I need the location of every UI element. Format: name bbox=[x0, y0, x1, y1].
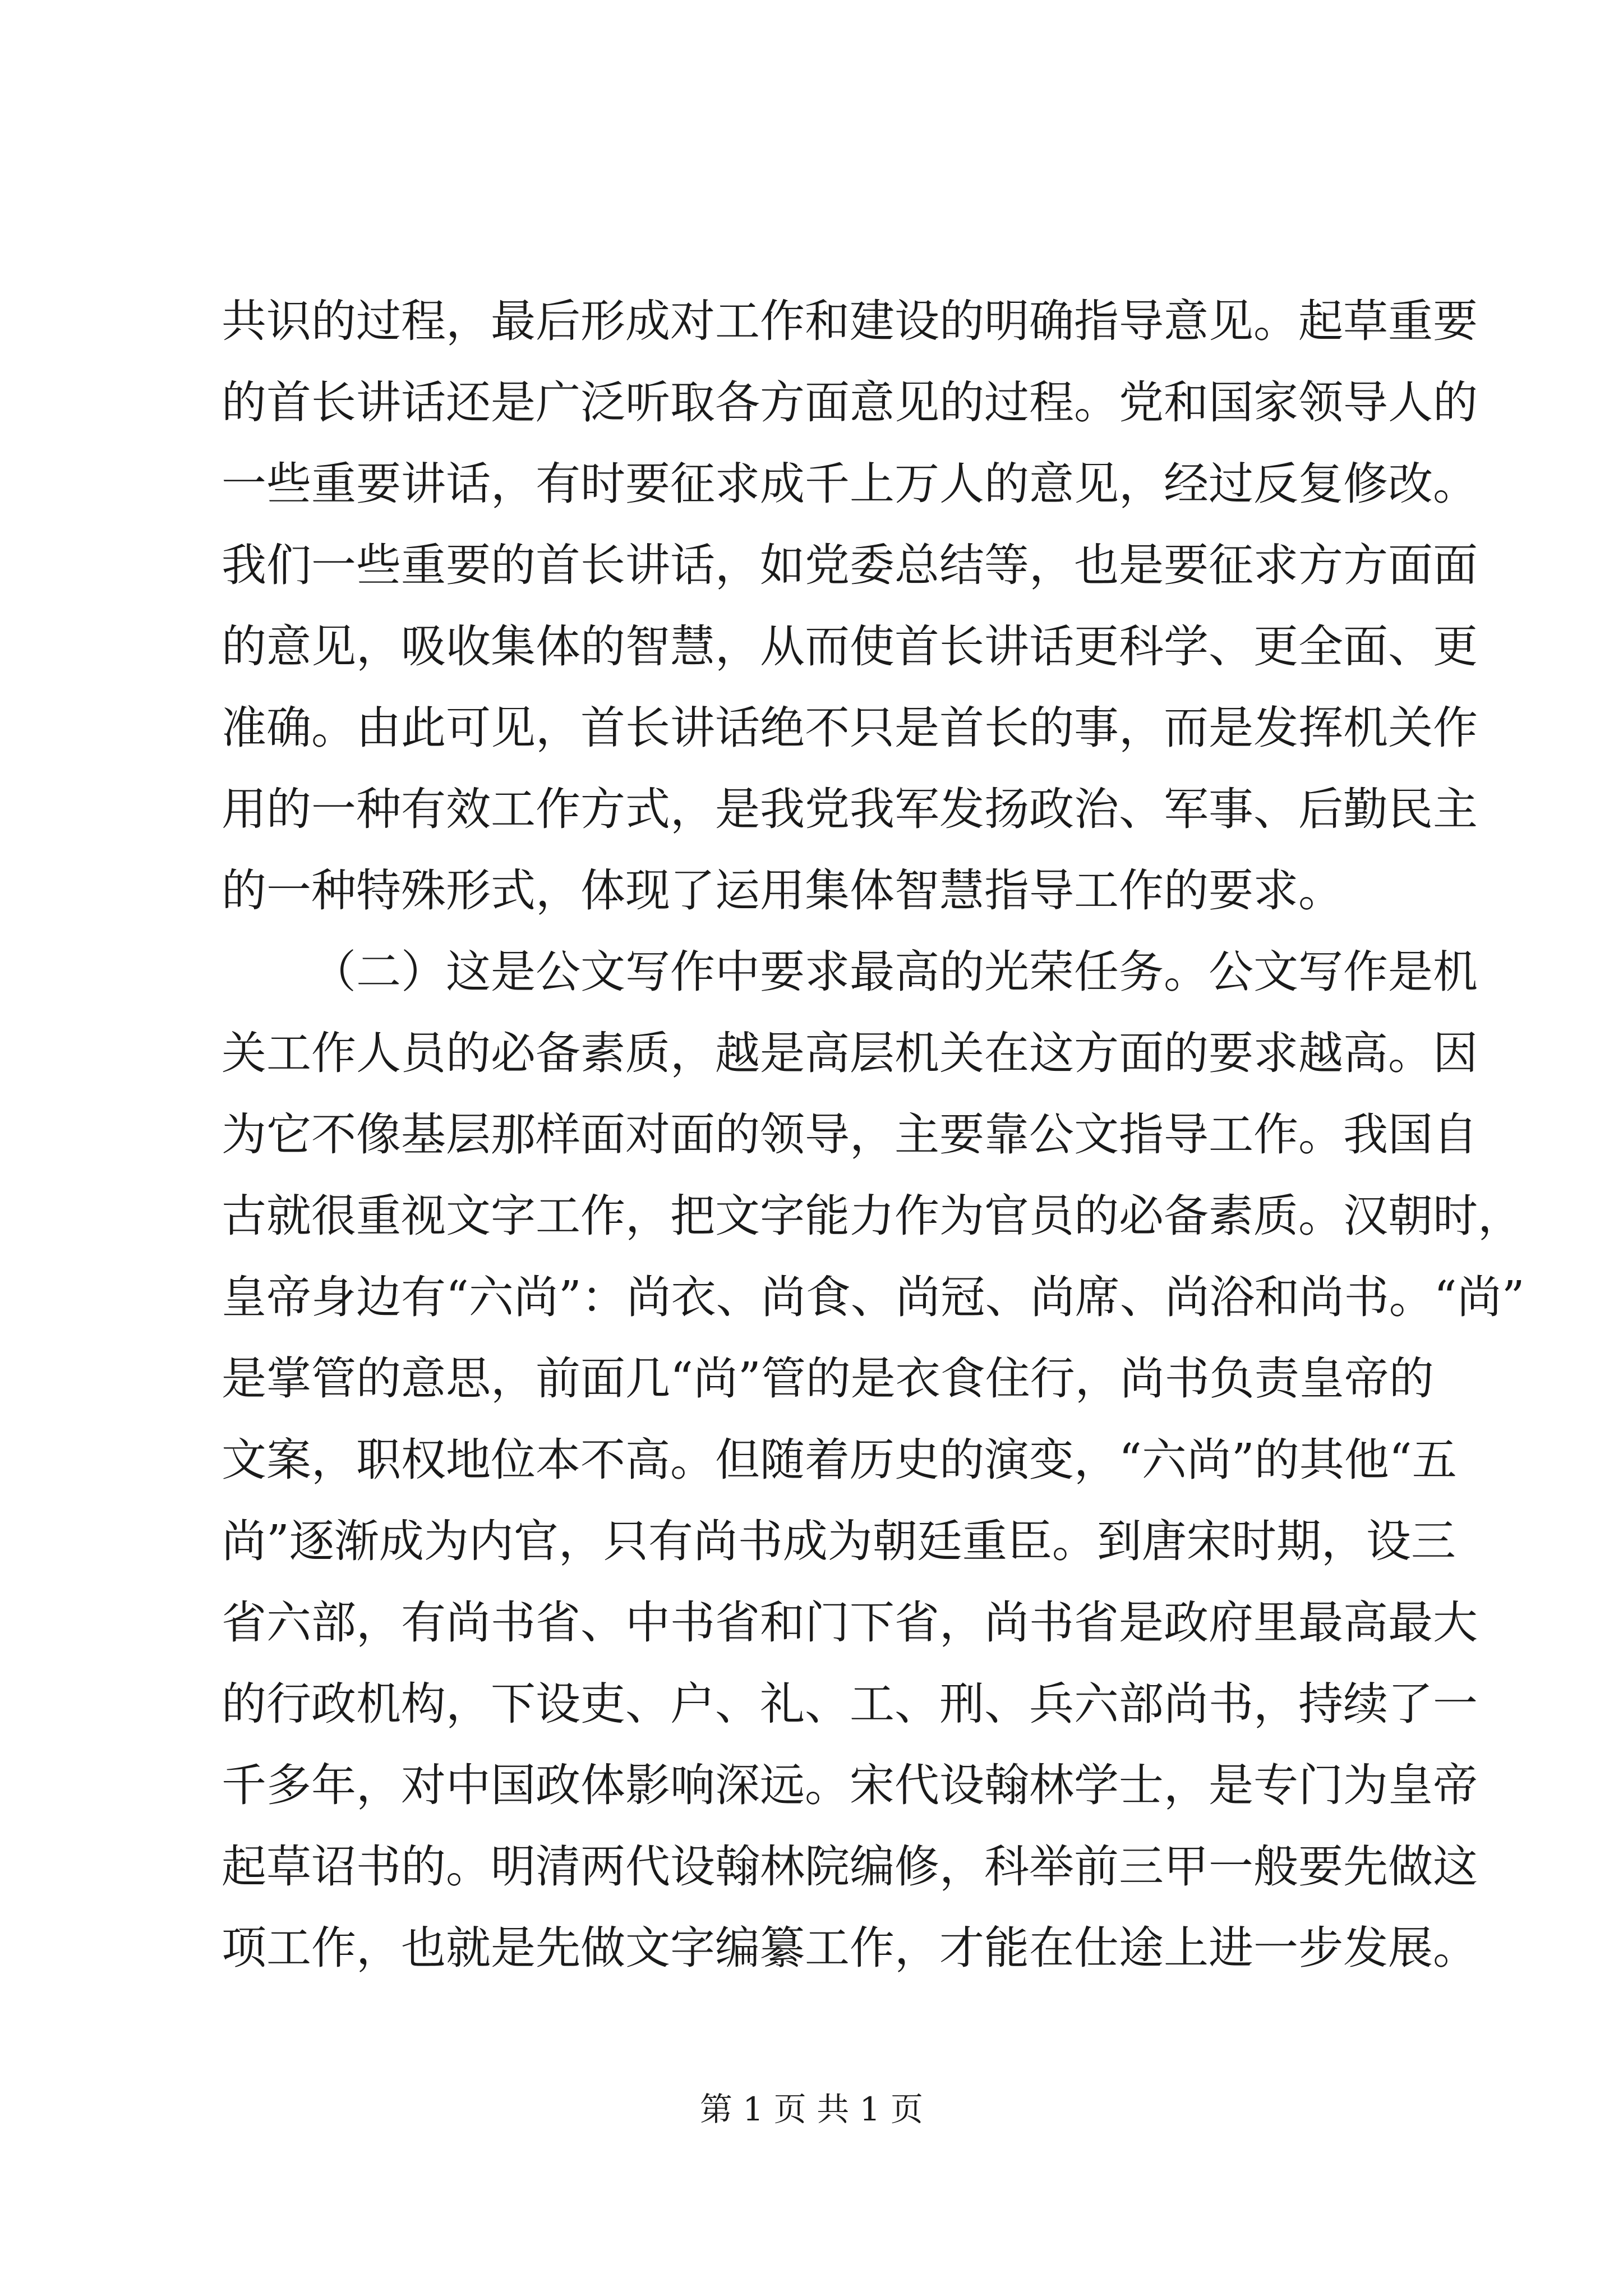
text-line: 的意见，吸收集体的智慧，从而使首长讲话更科学、更全面、更 bbox=[222, 620, 1478, 673]
text-line: 皇帝身边有“六尚”：尚衣、尚食、尚冠、尚席、尚浴和尚书。“尚” bbox=[222, 1271, 1525, 1323]
text-line: 项工作，也就是先做文字编纂工作，才能在仕途上进一步发展。 bbox=[222, 1922, 1478, 1974]
text-line: 为它不像基层那样面对面的领导，主要靠公文指导工作。我国自 bbox=[222, 1108, 1478, 1161]
text-line: 关工作人员的必备素质，越是高层机关在这方面的要求越高。因 bbox=[222, 1027, 1478, 1079]
text-line: 准确。由此可见，首长讲话绝不只是首长的事，而是发挥机关作 bbox=[222, 702, 1478, 754]
text-line: 起草诏书的。明清两代设翰林院编修，科举前三甲一般要先做这 bbox=[222, 1841, 1478, 1893]
text-line: 文案，职权地位本不高。但随着历史的演变，“六尚”的其他“五 bbox=[222, 1434, 1457, 1486]
text-line: 省六部，有尚书省、中书省和门下省，尚书省是政府里最高最大 bbox=[222, 1596, 1478, 1649]
text-line: 一些重要讲话，有时要征求成千上万人的意见，经过反复修改。 bbox=[222, 458, 1478, 510]
paragraph-heading-line: （二）这是公文写作中要求最高的光荣任务。公文写作是机 bbox=[311, 946, 1478, 998]
text-line: 尚”逐渐成为内官，只有尚书成为朝廷重臣。到唐宋时期，设三 bbox=[222, 1515, 1456, 1567]
text-line: 千多年，对中国政体影响深远。宋代设翰林学士，是专门为皇帝 bbox=[222, 1759, 1478, 1811]
text-line: 用的一种有效工作方式，是我党我军发扬政治、军事、后勤民主 bbox=[222, 783, 1478, 835]
text-line: 的行政机构，下设吏、户、礼、工、刑、兵六部尚书，持续了一 bbox=[222, 1678, 1478, 1730]
page-footer: 第 1 页 共 1 页 bbox=[700, 2090, 923, 2128]
text-line: 古就很重视文字工作，把文字能力作为官员的必备素质。汉朝时， bbox=[222, 1190, 1523, 1242]
text-line: 的首长讲话还是广泛听取各方面意见的过程。党和国家领导人的 bbox=[222, 376, 1478, 429]
text-line: 我们一些重要的首长讲话，如党委总结等，也是要征求方方面面 bbox=[222, 539, 1478, 591]
document-body bbox=[222, 280, 1525, 1989]
text-line: 的一种特殊形式，体现了运用集体智慧指导工作的要求。 bbox=[222, 864, 1343, 917]
text-line: 共识的过程，最后形成对工作和建设的明确指导意见。起草重要 bbox=[222, 295, 1478, 347]
text-line: 是掌管的意思，前面几“尚”管的是衣食住行，尚书负责皇帝的 bbox=[222, 1352, 1434, 1405]
